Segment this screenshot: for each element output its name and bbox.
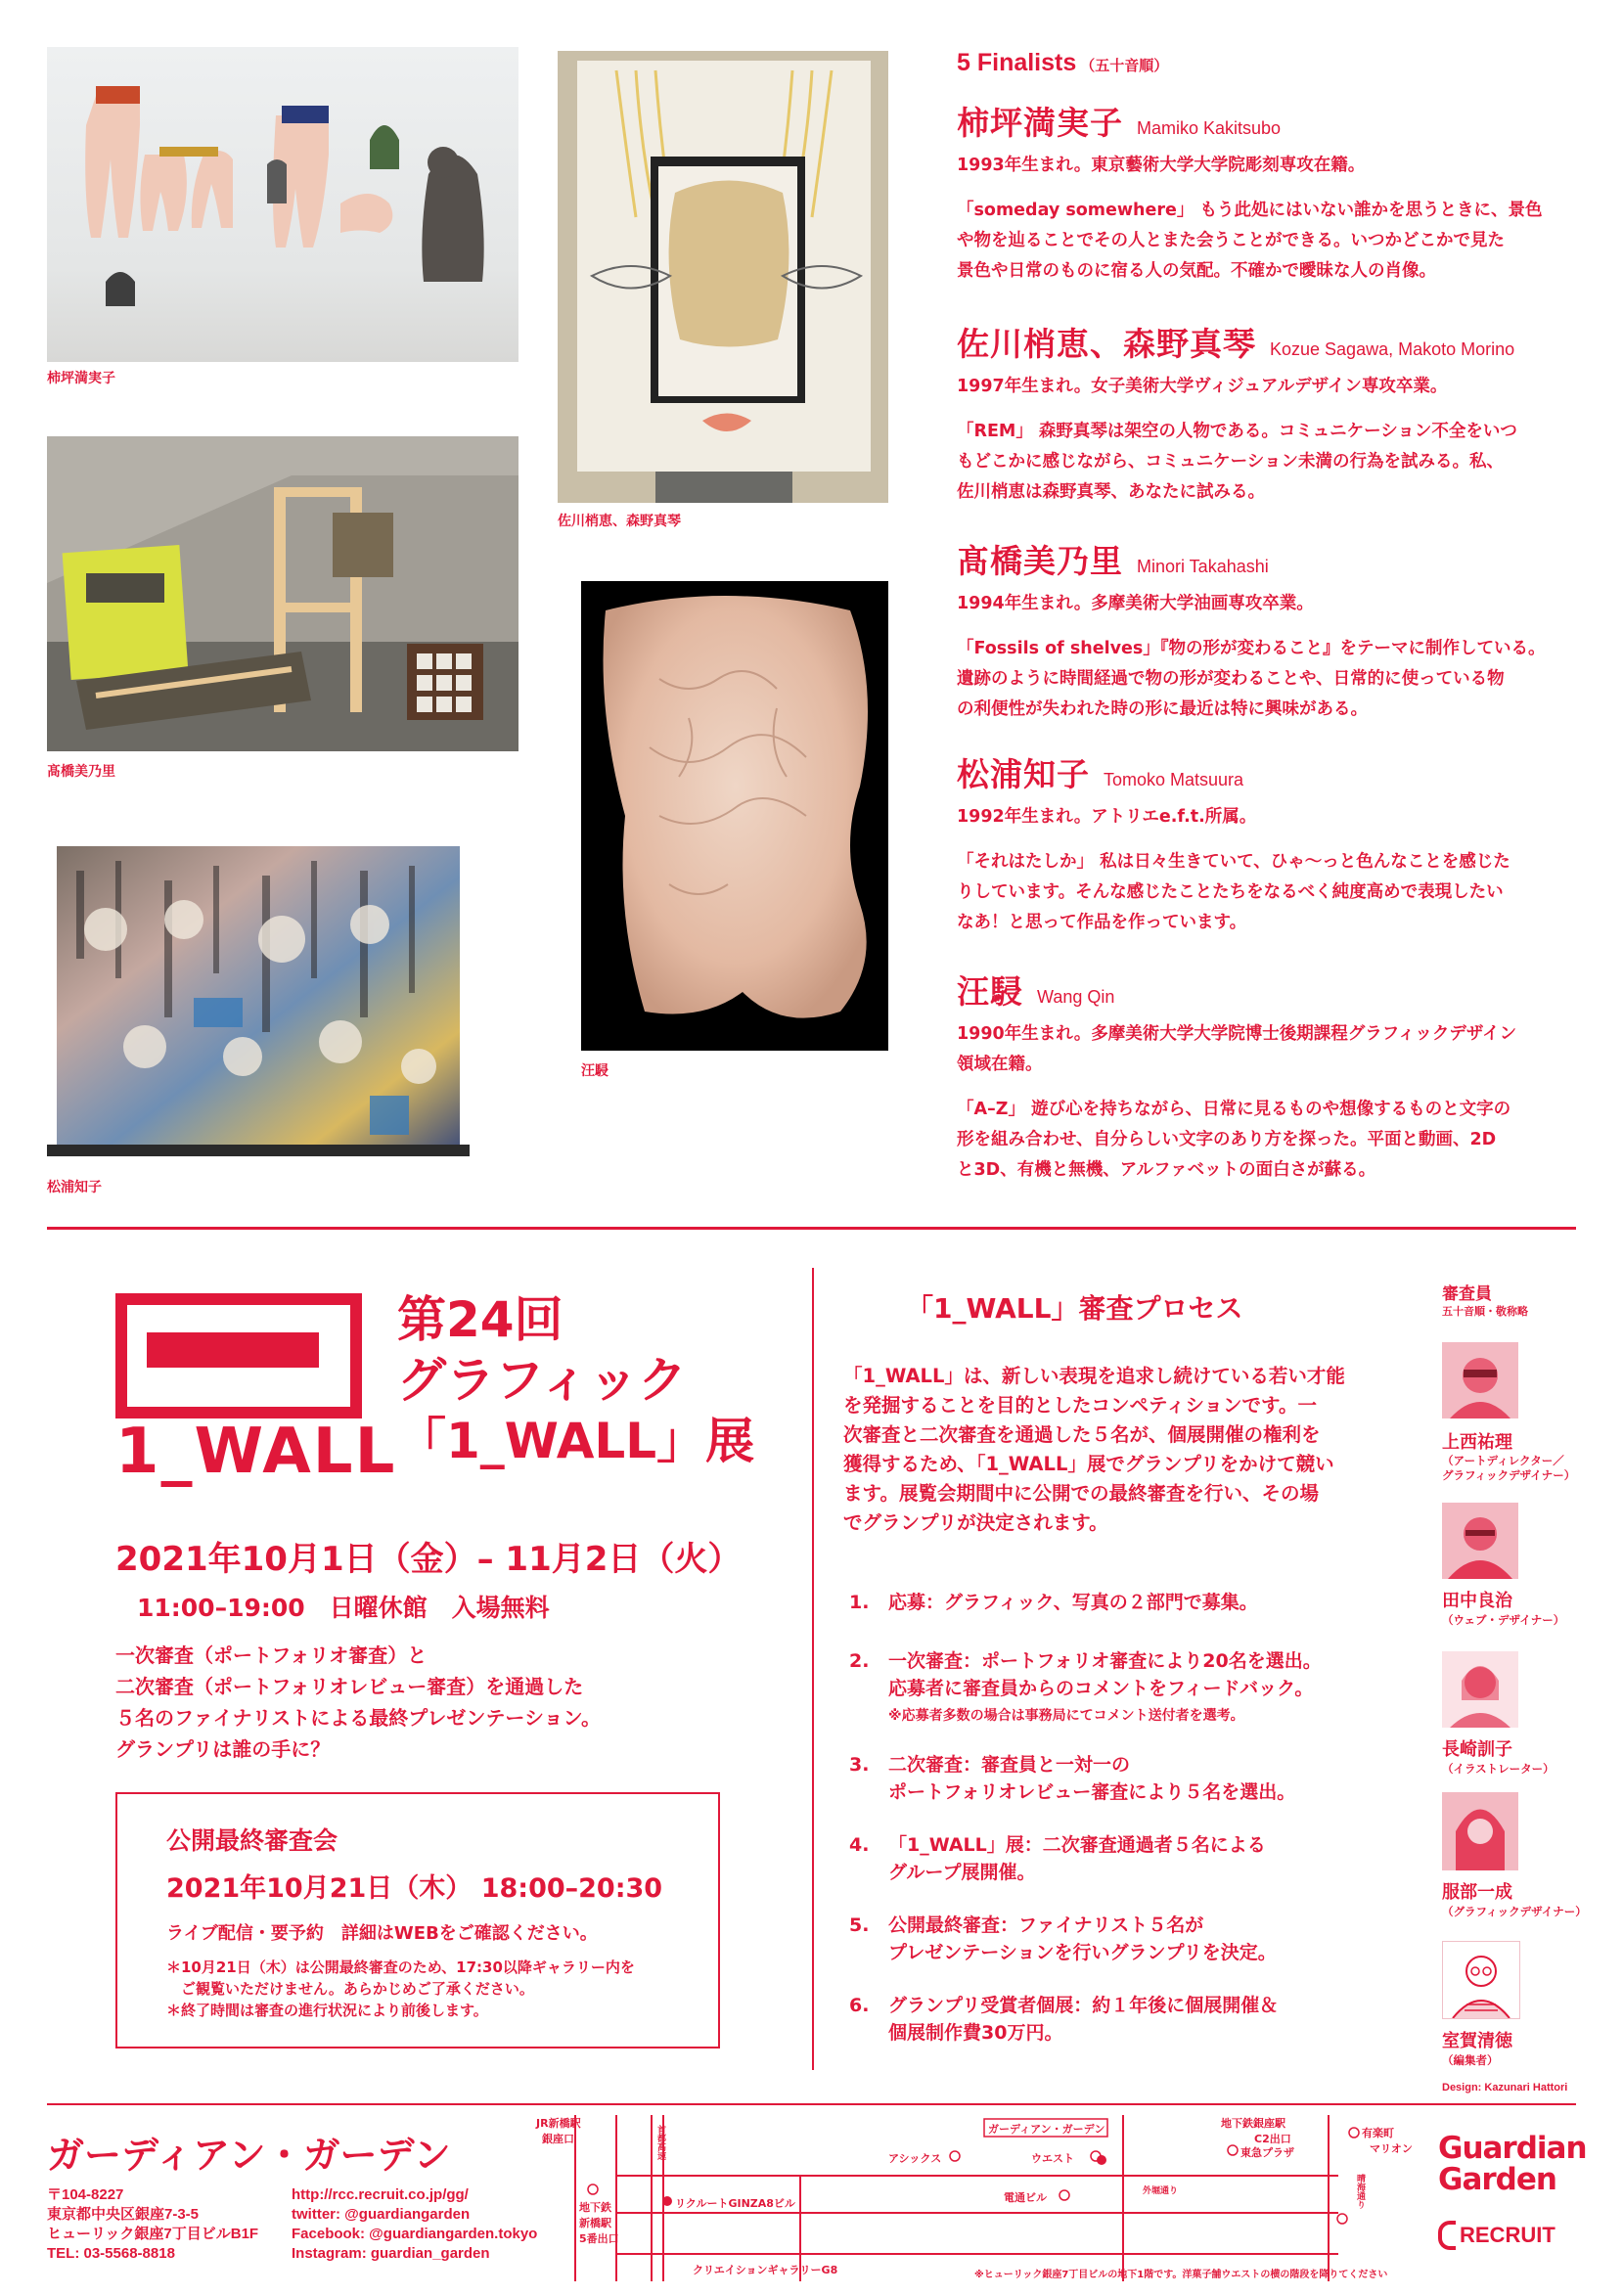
finalist-statement-3: 佐川梢恵は森野真琴、あなたに試みる。	[957, 482, 1265, 502]
judge-role: （グラフィックデザイナー）	[1442, 1905, 1587, 1918]
avatar	[1442, 1651, 1518, 1728]
finalist-sagawa	[957, 319, 1583, 508]
finalists-order-note: （五十音順）	[1080, 58, 1169, 74]
judge-role: （ウェブ・デザイナー）	[1442, 1613, 1565, 1627]
finalist-name-jp: 汪駸	[957, 972, 1023, 1011]
finalist-takahashi	[957, 536, 1583, 725]
step-line: 応募：グラフィック、写真の２部門で募集。	[888, 1592, 1258, 1613]
note-line: ＊終了時間は審査の進行状況により前後します。	[166, 2002, 488, 2019]
process-intro-line: を発掘することを目的としたコンペティションです。一	[843, 1394, 1317, 1417]
address-line: ヒューリック銀座7丁目ビルB1F	[47, 2226, 259, 2242]
finalist-profile: 1997年生まれ。女子美術大学ヴィジュアルデザイン専攻卒業。	[957, 377, 1448, 396]
process-intro-line: ます。展覧会期間中に公開での最終審査を行い、その場	[843, 1482, 1319, 1505]
website-link[interactable]: http://rcc.recruit.co.jp/gg/	[292, 2186, 469, 2203]
gallery-name: ガーディアン・ガーデン	[47, 2134, 451, 2177]
map-label: 有楽町	[1362, 2127, 1394, 2139]
judge-name: 上西祐理	[1442, 1432, 1512, 1453]
finalist-name-jp: 佐川梢恵、森野真琴	[957, 325, 1256, 363]
gallery-links	[292, 2185, 537, 2264]
step-line: プレゼンテーションを行いグランプリを決定。	[888, 1942, 1277, 1963]
map-label: 首都高速	[655, 2125, 665, 2160]
exhibition-hours: 11:00–19:00 日曜休館 入場無料	[137, 1594, 550, 1622]
map-label: C2出口	[1254, 2133, 1291, 2145]
caption-takahashi: 髙橋美乃里	[47, 764, 115, 780]
process-intro	[843, 1362, 1345, 1538]
map-label: 銀座口	[542, 2133, 574, 2145]
step-line: 「1_WALL」展：二次審査通過者５名による	[888, 1834, 1266, 1856]
map-note: ※ヒューリック銀座7丁目ビルの地下1階です。洋菓子舗ウエストの横の階段を降りてください	[974, 2270, 1388, 2280]
section-divider	[47, 1227, 1576, 1230]
judge-name: 田中良治	[1442, 1591, 1512, 1611]
process-intro-line: 次審査と二次審査を通過した５名が、個展開催の権利を	[843, 1423, 1321, 1446]
avatar	[1442, 1342, 1518, 1418]
judge-role: （イラストレーター）	[1442, 1762, 1555, 1776]
finalist-statement-2: もどこかに感じながら、コミュニケーション未満の行為を試みる。私、	[957, 452, 1504, 472]
exhibition-intro	[115, 1640, 601, 1765]
address-line: TEL: 03-5568-8818	[47, 2245, 175, 2262]
process-intro-line: 獲得するため、「1_WALL」展でグランプリをかけて競い	[843, 1453, 1334, 1475]
map-label: JR新橋駅	[536, 2117, 581, 2130]
facebook-link[interactable]: Facebook: @guardiangarden.tokyo	[292, 2226, 538, 2242]
logo-bar	[147, 1332, 319, 1368]
guardian-garden-logo	[1438, 2133, 1587, 2195]
step-line: 二次審査：審査員と一対一の	[888, 1754, 1131, 1776]
finalist-name-roman: Mamiko Kakitsubo	[1137, 118, 1282, 138]
recruit-text: RECRUIT	[1460, 2223, 1555, 2247]
photo-wang	[581, 581, 888, 1051]
map-label: 地下鉄銀座駅	[1221, 2117, 1285, 2130]
access-map	[536, 2115, 1417, 2281]
design-credit: Design: Kazunari Hattori	[1442, 2082, 1568, 2093]
step-number: 4.	[849, 1834, 870, 1856]
map-label: ガーディアン・ガーデン	[988, 2123, 1105, 2136]
map-label: 電通ビル	[1004, 2191, 1047, 2204]
finalist-statement-2: 遺跡のように時間経過で物の形が変わることや、日常的に使っている物	[957, 669, 1505, 689]
finalist-name-roman: Kozue Sagawa, Makoto Morino	[1270, 339, 1515, 359]
note-line: ご観覧いただけません。あらかじめご了承ください。	[166, 1980, 534, 1998]
finalist-kakitsubo	[957, 98, 1583, 287]
finalists-title: 5 Finalists	[957, 49, 1077, 76]
map-label: アシックス	[888, 2152, 942, 2165]
exhibition-dates: 2021年10月1日（金）– 11月2日（火）	[115, 1540, 742, 1579]
judge-name: 服部一成	[1442, 1882, 1512, 1903]
process-intro-line: 「1_WALL」は、新しい表現を追求し続けている若い才能	[843, 1365, 1345, 1387]
finalist-statement-1: 「A–Z」 遊び心を持ちながら、日常に見るものや想像するものと文字の	[957, 1100, 1511, 1119]
map-label: 外堀通り	[1143, 2186, 1179, 2196]
map-label: リクルートGINZA8ビル	[675, 2197, 795, 2210]
twitter-link[interactable]: twitter: @guardiangarden	[292, 2206, 471, 2223]
judge-name: 長崎訓子	[1442, 1739, 1512, 1760]
finalist-statement-2: 形を組み合わせ、自分らしい文字のあり方を探った。平面と動画、2D	[957, 1130, 1497, 1149]
finalist-name-roman: Tomoko Matsuura	[1104, 770, 1244, 789]
finalist-statement-1: 「Fossils of shelves」『物の形が変わること』をテーマに制作している。	[957, 639, 1546, 658]
map-label: 新橋駅	[579, 2217, 611, 2229]
address-line: 〒104-8227	[47, 2186, 124, 2203]
note-line: ＊10月21日（木）は公開最終審査のため、17:30以降ギャラリー内を	[166, 1958, 635, 1976]
finalist-profile: 1993年生まれ。東京藝術大学大学院彫刻専攻在籍。	[957, 156, 1366, 175]
judges-title: 審査員	[1442, 1284, 1492, 1304]
judges-subtitle: 五十音順・敬称略	[1442, 1305, 1528, 1318]
finalist-name-roman: Wang Qin	[1037, 987, 1115, 1007]
process-intro-line: でグランプリが決定されます。	[843, 1511, 1108, 1534]
finalist-name	[957, 536, 1583, 581]
map-label: マリオン	[1370, 2142, 1413, 2155]
step-line: グランプリ受賞者個展：約１年後に個展開催＆	[888, 1995, 1279, 2016]
judge-role: （編集者）	[1442, 2053, 1499, 2067]
recruit-mark-icon	[1438, 2221, 1456, 2250]
finalist-name	[957, 319, 1583, 364]
photo-matsuura	[47, 832, 470, 1174]
public-review-title: 公開最終審査会	[166, 1826, 338, 1855]
finalist-profile: 1992年生まれ。アトリエe.f.t.所属。	[957, 807, 1257, 827]
avatar	[1442, 1503, 1518, 1579]
title-line-3: 「1_WALL」展	[397, 1413, 755, 1469]
finalist-statement-1: 「REM」 森野真琴は架空の人物である。コミュニケーション不全をいつ	[957, 422, 1517, 441]
photo-sagawa	[558, 51, 888, 503]
map-label: 東急プラザ	[1240, 2146, 1294, 2159]
finalist-statement-1: 「それはたしか」 私は日々生きていて、ひゃ〜っと色んなことを感じた	[957, 852, 1510, 872]
finalist-statement-3: の利便性が失われた時の形に最近は特に興味がある。	[957, 699, 1368, 719]
caption-matsuura: 松浦知子	[47, 1180, 102, 1195]
step-line: 公開最終審査：ファイナリスト５名が	[888, 1914, 1204, 1936]
finalist-wang	[957, 967, 1583, 1186]
public-review-datetime: 2021年10月21日（木） 18:00–20:30	[166, 1873, 663, 1904]
finalist-statement-2: や物を辿ることでその人とまた会うことができる。いつかどこかで見た	[957, 231, 1505, 250]
map-label: 晴海通り	[1355, 2174, 1365, 2209]
step-number: 3.	[849, 1754, 870, 1776]
finalist-name	[957, 98, 1583, 143]
caption-sagawa: 佐川梢恵、森野真琴	[558, 514, 681, 529]
step-line: ポートフォリオレビュー審査により５名を選出。	[888, 1781, 1296, 1803]
finalist-statement-1: 「someday somewhere」 もう此処にはいない誰かを思うときに、景色	[957, 201, 1543, 220]
logo-text: 1_WALL	[115, 1416, 397, 1488]
intro-line: グランプリは誰の手に？	[115, 1737, 331, 1761]
logo-line: Guardian	[1438, 2131, 1587, 2166]
photo-takahashi	[47, 436, 518, 751]
recruit-logo	[1438, 2221, 1555, 2250]
finalist-name-jp: 柿坪満実子	[957, 104, 1123, 142]
step-note: ※応募者多数の場合は事務局にてコメント送付者を選考。	[888, 1708, 1244, 1724]
avatar	[1442, 1792, 1518, 1870]
gallery-address	[47, 2185, 258, 2264]
instagram-link[interactable]: Instagram: guardian_garden	[292, 2245, 490, 2262]
intro-line: ５名のファイナリストによる最終プレゼンテーション。	[115, 1706, 601, 1730]
role-line: （アートディレクター／	[1442, 1454, 1564, 1467]
public-review-stream: ライブ配信・要予約 詳細はWEBをご確認ください。	[166, 1923, 598, 1944]
judge-role	[1442, 1454, 1575, 1483]
finalist-name-jp: 松浦知子	[957, 755, 1090, 793]
finalist-name	[957, 967, 1583, 1012]
step-number: 1.	[849, 1592, 870, 1613]
finalist-statement-3: と3D、有機と無機、アルファベットの面白さが蘇る。	[957, 1160, 1376, 1180]
map-label: クリエイションギャラリーG8	[693, 2264, 838, 2276]
process-title: 「1_WALL」審査プロセス	[906, 1292, 1243, 1325]
map-label: ウエスト	[1031, 2152, 1074, 2165]
finalists-heading	[957, 49, 1168, 77]
step-number: 6.	[849, 1995, 870, 2016]
step-line: 応募者に審査員からのコメントをフィードバック。	[888, 1678, 1314, 1699]
logo-line: Garden	[1438, 2162, 1556, 2197]
step-number: 2.	[849, 1650, 870, 1672]
step-number: 5.	[849, 1914, 870, 1936]
intro-line: 二次審査（ポートフォリオレビュー審査）を通過した	[115, 1675, 584, 1698]
finalist-profile: 1994年生まれ。多摩美術大学油画専攻卒業。	[957, 594, 1314, 613]
photo-kakitsubo	[47, 47, 518, 362]
step-line: 一次審査：ポートフォリオ審査により20名を選出。	[888, 1650, 1322, 1672]
finalist-profile-2: 領域在籍。	[957, 1055, 1043, 1074]
intro-line: 一次審査（ポートフォリオ審査）と	[115, 1643, 428, 1667]
exhibition-title	[397, 1289, 754, 1471]
public-review-box	[115, 1792, 720, 2048]
title-line-2: グラフィック	[397, 1352, 687, 1409]
caption-wang: 汪駸	[581, 1063, 609, 1079]
finalist-name-roman: Minori Takahashi	[1137, 557, 1269, 576]
title-line-1: 第24回	[397, 1291, 564, 1348]
finalist-name-jp: 髙橋美乃里	[957, 542, 1123, 580]
role-line: グラフィックデザイナー）	[1442, 1468, 1576, 1482]
footer-divider	[47, 2103, 1576, 2105]
finalist-matsuura	[957, 749, 1583, 938]
avatar	[1442, 1941, 1520, 2019]
finalist-statement-3: なあ！と思って作品を作っています。	[957, 913, 1247, 932]
map-label: 5番出口	[579, 2232, 619, 2245]
finalist-name	[957, 749, 1583, 794]
column-divider	[812, 1268, 814, 2070]
address-line: 東京都中央区銀座7-3-5	[47, 2206, 200, 2223]
map-label: 地下鉄	[579, 2201, 611, 2214]
judge-name: 室賀清徳	[1442, 2031, 1512, 2051]
finalist-statement-3: 景色や日常のものに宿る人の気配。不確かで曖昧な人の肖像。	[957, 261, 1436, 281]
caption-kakitsubo: 柿坪満実子	[47, 371, 115, 386]
finalist-profile-1: 1990年生まれ。多摩美術大学大学院博士後期課程グラフィックデザイン	[957, 1024, 1517, 1044]
finalist-statement-2: りしています。そんな感じたことたちをなるべく純度高めで表現したい	[957, 882, 1504, 902]
public-review-notes	[166, 1957, 635, 2021]
wall-logo	[115, 1293, 397, 1488]
step-line: 個展制作費30万円。	[888, 2022, 1063, 2044]
step-line: グループ展開催。	[888, 1862, 1036, 1883]
